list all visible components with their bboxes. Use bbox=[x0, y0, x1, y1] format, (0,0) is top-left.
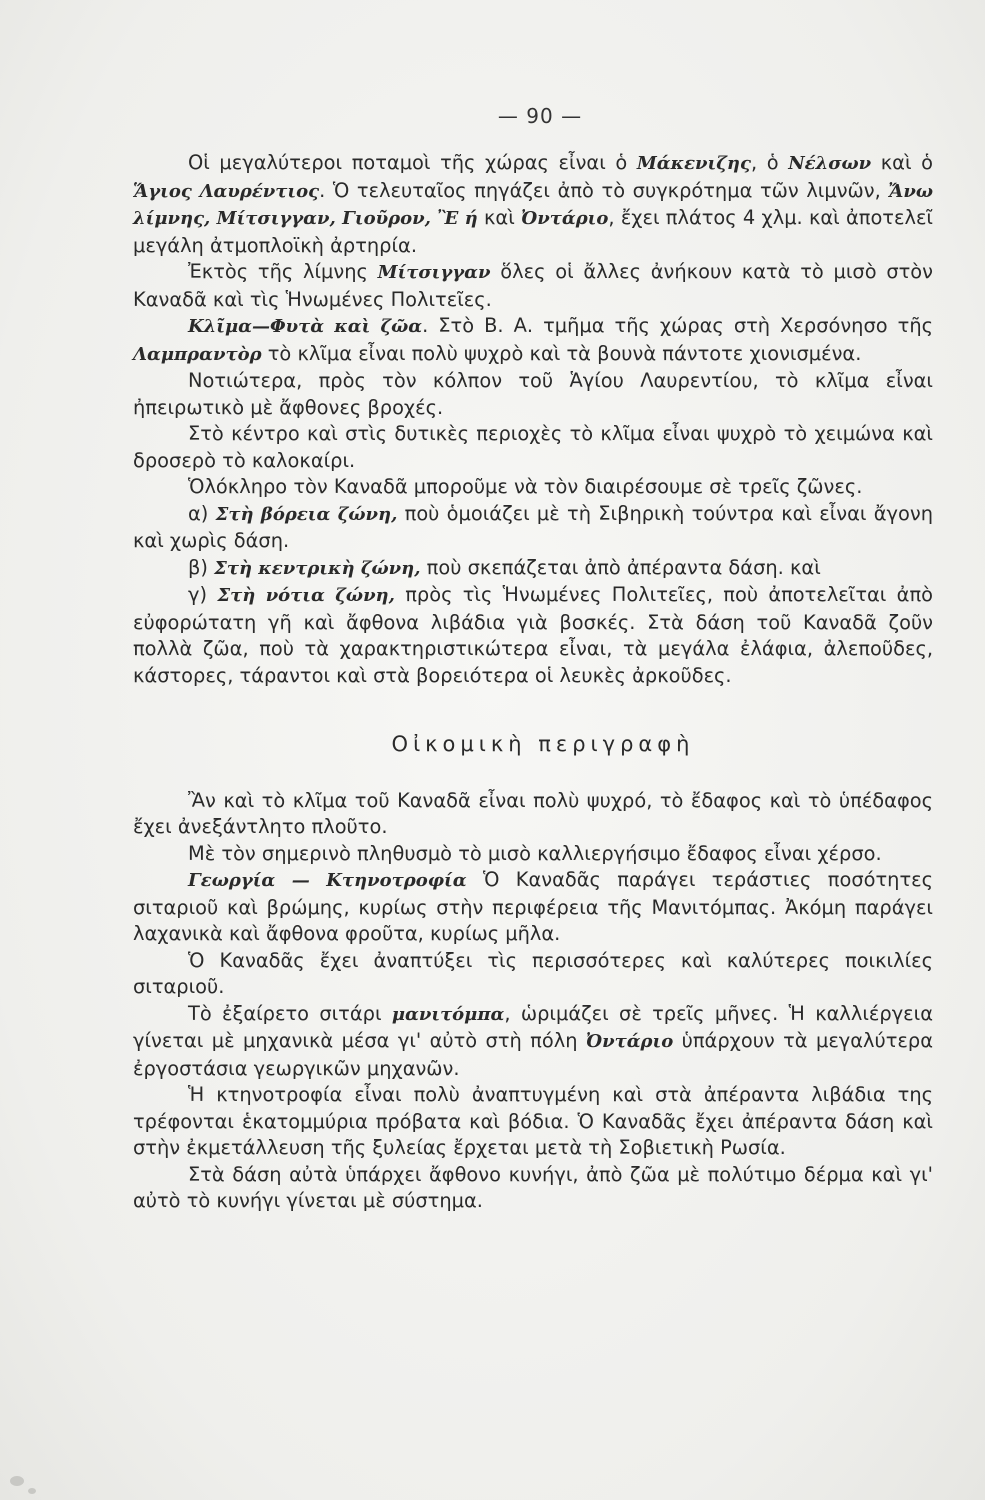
paragraph-agriculture bbox=[133, 867, 933, 948]
subheading-agriculture: Γεωργία — Κτηνοτροφία bbox=[188, 870, 467, 891]
paragraph-climate bbox=[133, 313, 933, 368]
page-number: — 90 — bbox=[497, 104, 583, 128]
paragraph-zone-north bbox=[133, 501, 933, 555]
paragraph-south-climate: Νοτιώτερα, πρὸς τὸν κόλπον τοῦ Ἁγίου Λαυρεντίου, τὸ κλῖμα εἶναι ἠπειρωτικὸ μὲ ἄφθονες βροχές. bbox=[133, 369, 933, 419]
term-manitoba: μανιτόμπα bbox=[391, 1003, 505, 1025]
text-span: καὶ ὁ bbox=[871, 151, 933, 174]
text-span: . Ὁ τελευταῖος πηγάζει ἀπὸ τὸ συγκρότημα τῶν λιμνῶν, bbox=[319, 178, 889, 202]
paragraph-hunting: Στὰ δάση αὐτὰ ὑπάρχει ἄφθονο κυνήγι, ἀπὸ ζῶα μὲ πολύτιμο δέρμα καὶ γι' αὐτὸ τὸ κυνήγι γίνεται μὲ σύστημα. bbox=[133, 1162, 933, 1212]
term-ontario: Ὀντάριο bbox=[521, 208, 609, 229]
text-span: , ἔχει πλάτος 4 χλμ. καὶ ἀποτελεῖ μεγάλη ἀτμοπλοϊκὴ ἀρτηρία. bbox=[133, 206, 933, 257]
page-body bbox=[133, 150, 933, 1215]
term-nelson: Νέλσων bbox=[788, 153, 872, 174]
ink-spot bbox=[28, 1488, 36, 1494]
text-span: γ) bbox=[188, 583, 218, 606]
paragraph-manitoba-wheat bbox=[133, 1001, 933, 1083]
term-mackenzie: Μάκενιζης bbox=[636, 153, 751, 174]
paragraph-wealth: Ἂν καὶ τὸ κλῖμα τοῦ Καναδᾶ εἶναι πολὺ ψυχρό, τὸ ἔδαφος καὶ τὸ ὑπέδαφος ἔχει ἀνεξάντλητο πλοῦτο. bbox=[133, 788, 933, 838]
section-heading-economy: Οἰκομικὴ περιγραφὴ bbox=[391, 732, 695, 756]
text-span: Οἱ μεγαλύτεροι ποταμοὶ τῆς χώρας εἶναι ὁ bbox=[188, 151, 637, 174]
text-span: , ὁ bbox=[750, 151, 789, 174]
paragraph-rivers bbox=[133, 150, 933, 259]
text-span: Ἐκτὸς τῆς λίμνης bbox=[188, 260, 378, 283]
paragraph-center-climate: Στὸ κέντρο καὶ στὶς δυτικὲς περιοχὲς τὸ κλῖμα εἶναι ψυχρὸ τὸ χειμώνα καὶ δροσερὸ τὸ καλοκαίρι. bbox=[133, 422, 933, 472]
text-span: καὶ bbox=[477, 206, 522, 229]
text-span: ὅλες οἱ ἄλλες ἀνήκουν κατὰ τὸ μισὸ στὸν Καναδᾶ καὶ τὶς Ἡνωμένες Πολιτεῖες. bbox=[133, 260, 933, 311]
text-span: ποὺ σκεπάζεται ἀπὸ ἀπέραντα δάση. καὶ bbox=[420, 555, 821, 579]
term-central-zone: Στὴ κεντρικὴ ζώνη, bbox=[214, 557, 421, 579]
paragraph-livestock: Ἡ κτηνοτροφία εἶναι πολὺ ἀναπτυγμένη καὶ στὰ ἀπέραντα λιβάδια της τρέφονται ἑκατομμύρια πρόβατα καὶ βόδια. Ὁ Καναδᾶς ἔχει ἀπέραντα δάση καὶ στὴν ἐκμετάλλευση τῆς ξυλείας ἔρχεται μετὰ τὴ Σοβιετικὴ Ρωσία. bbox=[133, 1083, 933, 1159]
text-span: τὸ κλῖμα εἶναι πολὺ ψυχρὸ καὶ τὰ βουνὰ πάντοτε χιονισμένα. bbox=[261, 341, 862, 365]
term-labrador: Λαμπραντὸρ bbox=[133, 343, 262, 365]
text-span: πρὸς τὶς Ἡνωμένες Πολιτεῖες, ποὺ ἀποτελεῖται ἀπὸ εὐφορώτατη γῆ καὶ ἄφθονα λιβάδια γιὰ βοσκές. Στὰ δάση τοῦ Καναδᾶ ζοῦν πολλὰ ζῶα, ποὺ τὰ χαρακτηριστικώτερα εἶναι, τὰ μεγάλα ἐλάφια, ἀλεποῦδες, κάστορες, τάραντοι καὶ στὰ βορειότερα οἱ λευκὲς ἀρκοῦδες. bbox=[133, 583, 933, 687]
term-south-zone: Στὴ νότια ζώνη, bbox=[217, 585, 395, 606]
term-michigan: Μίτσιγγαν bbox=[377, 262, 491, 283]
paragraph-population: Μὲ τὸν σημερινὸ πληθυσμὸ τὸ μισὸ καλλιεργήσιμο ἔδαφος εἶναι χέρσο. bbox=[188, 841, 882, 865]
term-north-zone: Στὴ βόρεια ζώνη, bbox=[215, 503, 398, 525]
paragraph-wheat-varieties: Ὁ Καναδᾶς ἔχει ἀναπτύξει τὶς περισσότερες καὶ καλύτερες ποικιλίες σιταριοῦ. bbox=[133, 948, 933, 998]
text-span: , ὡριμάζει σὲ τρεῖς μῆνες. Ἡ καλλιέργεια γίνεται μὲ μηχανικὰ μέσα γι' αὐτὸ στὴ πόλη bbox=[133, 1001, 934, 1052]
subheading-climate: Κλῖμα—Φυτὰ καὶ ζῶα bbox=[188, 316, 423, 337]
paragraph-lake-michigan bbox=[133, 259, 933, 313]
text-span: Ὁ Καναδᾶς παράγει τεράστιες ποσότητες σιταριοῦ καὶ βρώμης, κυρίως στὴν περιφέρεια τῆς Μανιτόμπας. Ἀκόμη παράγει λαχανικὰ καὶ ἄφθονα φροῦτα, κυρίως μῆλα. bbox=[133, 868, 933, 945]
text-span: ὑπάρχουν τὰ μεγαλύτερα ἐργοστάσια γεωργικῶν μηχανῶν. bbox=[133, 1029, 933, 1080]
text-span: Τὸ ἐξαίρετο σιτάρι bbox=[188, 1001, 392, 1025]
paragraph-zone-south bbox=[133, 582, 933, 689]
paragraph-zone-central bbox=[133, 555, 933, 583]
text-span: ποὺ ὁμοιάζει μὲ τὴ Σιβηρικὴ τούντρα καὶ εἶναι ἄγονη καὶ χωρὶς δάση. bbox=[133, 501, 933, 552]
text-span: α) bbox=[188, 501, 216, 525]
text-span: β) bbox=[188, 555, 215, 579]
term-ontario-city: Ὀντάριο bbox=[585, 1031, 674, 1052]
paragraph-zones: Ὁλόκληρο τὸν Καναδᾶ μποροῦμε νὰ τὸν διαιρέσουμε σὲ τρεῖς ζῶνες. bbox=[188, 475, 863, 498]
term-saint-lawrence: Ἅγιος Λαυρέντιος bbox=[133, 180, 320, 202]
ink-spot bbox=[10, 1476, 24, 1486]
term-lakes: Ἄνω λίμνης, Μίτσιγγαν, Γιοῦρον, Ἒ ή bbox=[133, 180, 934, 229]
text-span: . Στὸ Β. Α. τμῆμα τῆς χώρας στὴ Χερσόνησο τῆς bbox=[422, 314, 934, 337]
